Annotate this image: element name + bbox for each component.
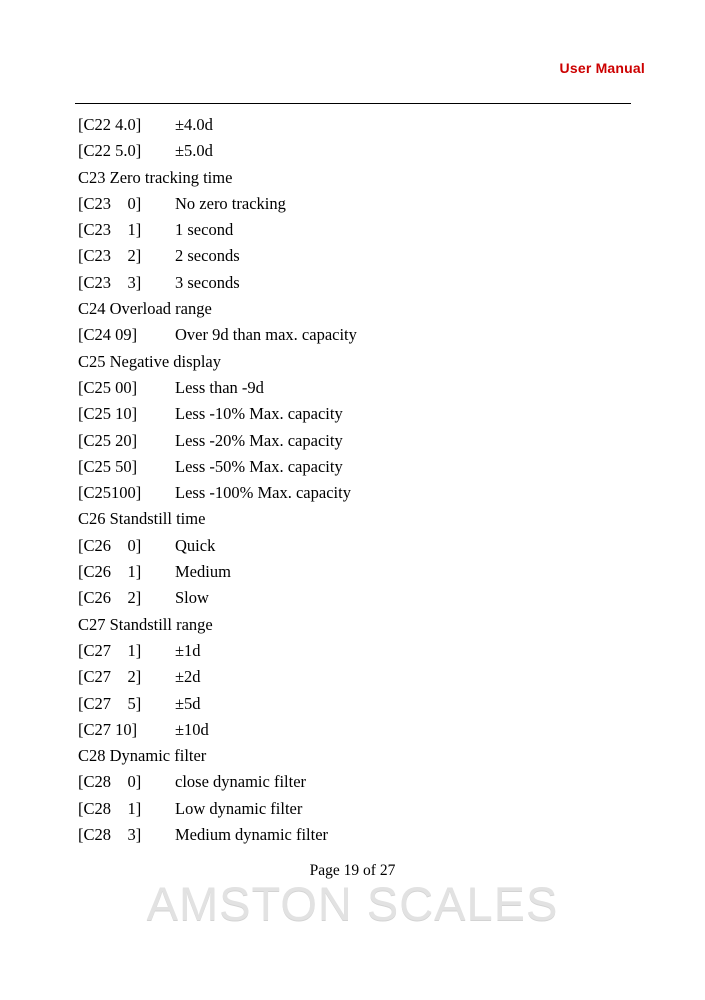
- parameter-code: [C27 10]: [78, 719, 138, 739]
- parameter-line: [78, 533, 638, 559]
- manual-parameter-list: [78, 112, 638, 848]
- parameter-description: ±10d: [175, 719, 209, 739]
- parameter-code: [C25 10]: [78, 404, 138, 424]
- parameter-code: [C27 1]: [78, 640, 142, 660]
- header-title: User Manual: [559, 60, 645, 76]
- parameter-description: Over 9d than max. capacity: [175, 325, 357, 345]
- parameter-description: Quick: [175, 535, 216, 555]
- parameter-line: [78, 322, 638, 348]
- parameter-description: No zero tracking: [175, 193, 286, 213]
- parameter-line: [78, 480, 638, 506]
- parameter-group-heading: [78, 349, 638, 375]
- parameter-line: [78, 401, 638, 427]
- parameter-description: ±1d: [175, 640, 201, 660]
- parameter-description: ±5.0d: [175, 141, 213, 161]
- parameter-line: [78, 717, 638, 743]
- parameter-line: [78, 585, 638, 611]
- parameter-description: 1 second: [175, 220, 234, 240]
- parameter-description: Less -100% Max. capacity: [175, 483, 351, 503]
- parameter-code: C24 Overload range: [78, 299, 212, 319]
- parameter-code: [C24 09]: [78, 325, 138, 345]
- parameter-code: [C27 5]: [78, 693, 142, 713]
- parameter-code: [C23 0]: [78, 193, 142, 213]
- parameter-description: 2 seconds: [175, 246, 240, 266]
- parameter-code: C26 Standstill time: [78, 509, 206, 529]
- parameter-line: [78, 270, 638, 296]
- parameter-description: 3 seconds: [175, 272, 240, 292]
- parameter-description: ±4.0d: [175, 115, 213, 134]
- parameter-line: [78, 796, 638, 822]
- parameter-code: [C25100]: [78, 483, 142, 503]
- parameter-code: [C28 3]: [78, 825, 142, 845]
- parameter-description: Medium: [175, 562, 231, 582]
- parameter-group-heading: [78, 296, 638, 322]
- parameter-code: C25 Negative display: [78, 351, 221, 371]
- parameter-code: C23 Zero tracking time: [78, 167, 233, 187]
- parameter-code: [C26 1]: [78, 562, 142, 582]
- parameter-description: Less -50% Max. capacity: [175, 456, 343, 476]
- parameter-group-heading: [78, 165, 638, 191]
- parameter-line: [78, 769, 638, 795]
- parameter-code: C27 Standstill range: [78, 614, 213, 634]
- parameter-line: [78, 428, 638, 454]
- parameter-line: [78, 664, 638, 690]
- parameter-code: [C22 5.0]: [78, 141, 142, 161]
- parameter-line: [78, 454, 638, 480]
- parameter-line: [78, 217, 638, 243]
- parameter-line: [78, 638, 638, 664]
- parameter-description: ±5d: [175, 693, 201, 713]
- parameter-code: [C23 3]: [78, 272, 142, 292]
- parameter-code: [C23 1]: [78, 220, 142, 240]
- header-divider: [75, 103, 631, 104]
- parameter-line: [78, 822, 638, 848]
- page-header: [75, 60, 645, 78]
- parameter-description: Low dynamic filter: [175, 798, 303, 818]
- parameter-description: Less -20% Max. capacity: [175, 430, 343, 450]
- parameter-description: Less than -9d: [175, 377, 264, 397]
- parameter-code: C28 Dynamic filter: [78, 746, 207, 766]
- parameter-code: [C22 4.0]: [78, 115, 142, 134]
- parameter-description: close dynamic filter: [175, 772, 307, 792]
- parameter-line: [78, 191, 638, 217]
- parameter-description: ±2d: [175, 667, 201, 687]
- parameter-code: [C25 00]: [78, 377, 138, 397]
- parameter-line: [78, 243, 638, 269]
- parameter-code: [C26 0]: [78, 535, 142, 555]
- parameter-description: Slow: [175, 588, 209, 608]
- parameter-code: [C28 1]: [78, 798, 142, 818]
- parameter-line: [78, 138, 638, 164]
- parameter-description: Less -10% Max. capacity: [175, 404, 343, 424]
- parameter-code: [C27 2]: [78, 667, 142, 687]
- parameter-line: [78, 375, 638, 401]
- parameter-code: [C28 0]: [78, 772, 142, 792]
- parameter-line: [78, 112, 638, 138]
- parameter-description: Medium dynamic filter: [175, 825, 329, 845]
- watermark: AMSTON SCALES: [146, 877, 559, 930]
- parameter-code: [C23 2]: [78, 246, 142, 266]
- parameter-code: [C25 20]: [78, 430, 138, 450]
- page-number: Page 19 of 27: [309, 862, 396, 879]
- parameter-code: [C26 2]: [78, 588, 142, 608]
- parameter-group-heading: [78, 743, 638, 769]
- parameter-group-heading: [78, 506, 638, 532]
- parameter-line: [78, 559, 638, 585]
- parameter-group-heading: [78, 612, 638, 638]
- parameter-code: [C25 50]: [78, 456, 138, 476]
- parameter-line: [78, 691, 638, 717]
